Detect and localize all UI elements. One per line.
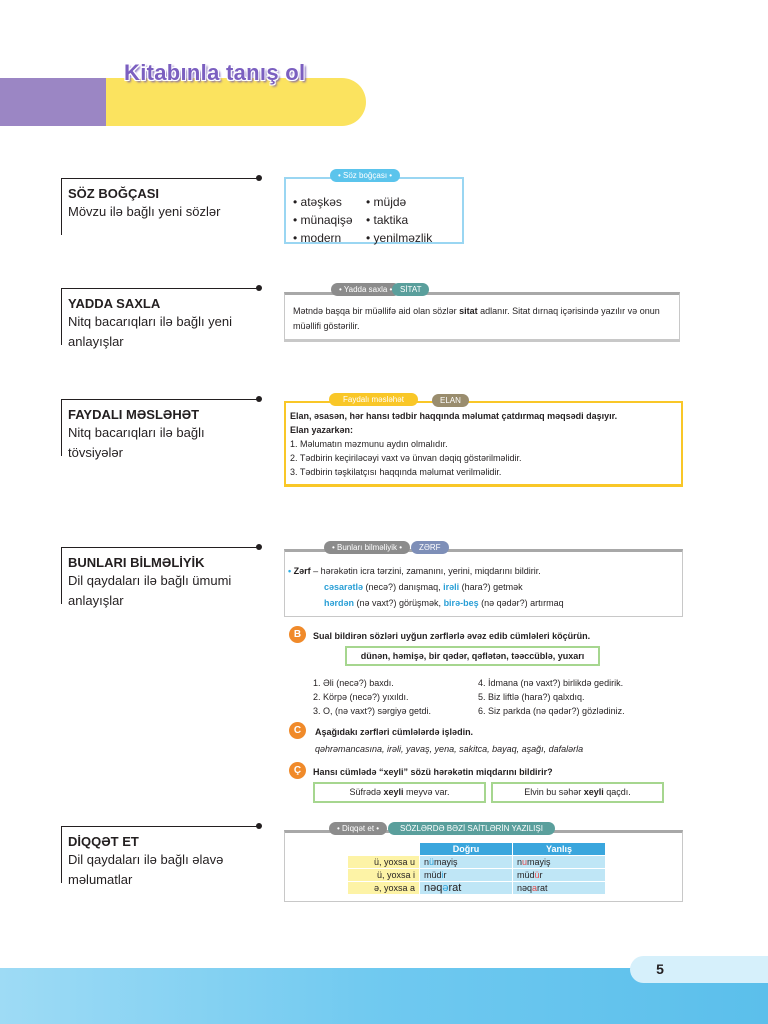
rule-label: ü, yoxsa u <box>348 856 420 869</box>
faydali-meslehet-box <box>284 401 683 487</box>
table-header-row <box>348 843 606 856</box>
exercise-b-left-list <box>313 676 431 718</box>
exercise-sentence: 2. Körpə (necə?) yıxıldı. <box>313 692 409 702</box>
word-item: • münaqişə <box>293 213 353 227</box>
rule-label: ə, yoxsa a <box>348 882 420 895</box>
section-title: DİQQƏT ET <box>68 834 139 849</box>
elan-line1: Elan, əsasən, hər hansı tədbir haqqında məlumat çatdırmaq məqsədi daşıyır. <box>290 411 618 421</box>
elan-text <box>290 409 680 479</box>
exercise-b-right-list <box>478 676 625 718</box>
elan-line4: 2. Tədbirin keçiriləcəyi vaxt və ünvan dəqiq göstərilməlidir. <box>290 453 522 463</box>
correct-word: nümayiş <box>420 856 513 869</box>
page-number: 5 <box>656 961 664 977</box>
section-desc: Mövzu ilə bağlı yeni sözlər <box>68 204 221 219</box>
exercise-c-badge: C <box>289 722 306 739</box>
section-faydali-meslehet <box>61 399 261 460</box>
word-item: • modern <box>293 231 342 245</box>
soz-bogcasi-box <box>284 177 464 244</box>
exercise-sentence: 1. Əli (necə?) baxdı. <box>313 678 394 688</box>
page-title: Kitabınla tanış ol <box>124 60 306 85</box>
faydali-meslehet-tag: Faydalı məsləhət <box>329 393 418 406</box>
exercise-c-words: qəhrəmancasına, irəli, yavaş, yena, sakitca, bayaq, aşağı, dafalərla <box>315 744 584 754</box>
section-soz-bogcasi <box>61 178 261 235</box>
exercise-cc-option-2[interactable]: Elvin bu səhər xeyli qaçdı. <box>491 782 664 803</box>
zerf-definition: • Zərf – hərəkətin icra tərzini, zamanını, yerini, miqdarını bildirir. cəsarətlə (necə?) danışmaq, irəli (hara?) getmək hərdən (nə vaxt?) görüşmək, birə-beş (nə qədər?) artırmaq <box>288 566 564 608</box>
sitat-tag: SİTAT <box>392 283 429 296</box>
elan-line2: Elan yazarkən: <box>290 425 354 435</box>
word-item: • yenilməzlik <box>366 231 433 245</box>
word-item: • taktika <box>366 213 409 227</box>
exercise-sentence: 6. Siz parkda (nə qədər?) gözlədiniz. <box>478 706 625 716</box>
exercise-b-title: Sual bildirən sözləri uyğun zərflərlə əvəz edib cümləleri köçürün. <box>313 631 591 641</box>
exercise-sentence: 3. O, (nə vaxt?) sərgiyə getdi. <box>313 706 432 716</box>
saitler-tag: SÖZLƏRDƏ BƏZİ SAİTLƏRİN YAZILIŞI <box>388 822 555 835</box>
section-desc-line2: tövsiyələr <box>68 445 123 460</box>
exercise-sentence: 4. İdmana (nə vaxt?) birlikdə gedirik. <box>478 678 624 688</box>
elan-tag: ELAN <box>432 394 469 407</box>
exercise-c-title: Aşağıdakı zərfləri cümlələrdə işlədin. <box>315 727 474 737</box>
section-bunlari-bilmeliyik <box>61 547 261 608</box>
soz-bogcasi-tag: • Söz boğçası • <box>330 169 400 182</box>
section-title: YADDA SAXLA <box>68 296 161 311</box>
yadda-saxla-tag: • Yadda saxla • <box>331 283 400 296</box>
section-desc-line2: anlayışlar <box>68 334 124 349</box>
header-purple-bar <box>0 78 106 126</box>
section-title: FAYDALI MƏSLƏHƏT <box>68 407 200 422</box>
section-desc-line1: Nitq bacarıqları ilə bağlı yeni <box>68 314 233 329</box>
section-diqqet-et <box>61 826 261 887</box>
exercise-cc-option-1[interactable]: Süfrədə xeyli meyvə var. <box>313 782 486 803</box>
section-desc-line2: məlumatlar <box>68 872 133 887</box>
word-column-2 <box>366 193 432 247</box>
correct-word: nəqərat <box>420 882 513 895</box>
table-row <box>348 856 606 869</box>
rule-label: ü, yoxsa i <box>348 869 420 882</box>
section-desc-line1: Dil qaydaları ilə bağlı ümumi <box>68 573 232 588</box>
exercise-b-badge: B <box>289 626 306 643</box>
sitat-definition: Mətndə başqa bir müəllifə aid olan sözlər sitat adlanır. Sitat dırnaq içərisində yazılır və onun müəllifi göstərilir. <box>293 306 660 331</box>
exercise-cc-badge: Ç <box>289 762 306 779</box>
correct-word: müdir <box>420 869 513 882</box>
table-row <box>348 882 606 895</box>
bunlari-bilmeliyik-tag: • Bunları bilməliyik • <box>324 541 410 554</box>
section-desc-line1: Nitq bacarıqları ilə bağlı <box>68 425 205 440</box>
word-item: • atəşkəs <box>293 195 342 209</box>
section-desc-line2: anlayışlar <box>68 593 124 608</box>
exercise-sentence: 5. Biz liftlə (hara?) qalxdıq. <box>478 692 585 702</box>
diqqet-et-tag: • Diqqət et • <box>329 822 387 835</box>
exercise-cc-title: Hansı cümlədə “xeyli” sözü hərəkətin miqdarını bildirir? <box>313 767 553 777</box>
word-item: • müjdə <box>366 195 407 209</box>
section-yadda-saxla <box>61 288 261 349</box>
wrong-word: nəqarat <box>513 882 606 895</box>
elan-line3: 1. Məlumatın məzmunu aydın olmalıdır. <box>290 439 448 449</box>
header-correct: Doğru <box>420 843 513 856</box>
bunlari-bilmeliyik-box <box>284 549 683 617</box>
yadda-saxla-box <box>284 292 680 342</box>
spelling-table <box>347 842 606 895</box>
elan-line5: 3. Tədbirin təşkilatçısı haqqında məlumat verilməlidir. <box>290 467 502 477</box>
wrong-word: numayiş <box>513 856 606 869</box>
zerf-tag: ZƏRF <box>411 541 449 554</box>
table-row <box>348 869 606 882</box>
section-title: SÖZ BOĞÇASI <box>68 186 160 201</box>
word-column-1 <box>293 193 353 247</box>
exercise-b-word-bank: dünən, həmişə, bir qədər, qəflətən, təəccüblə, yuxarı <box>345 646 600 666</box>
wrong-word: müdür <box>513 869 606 882</box>
header-wrong: Yanlış <box>513 843 606 856</box>
section-title: BUNLARI BİLMƏLİYİK <box>68 555 205 570</box>
section-desc-line1: Dil qaydaları ilə bağlı əlavə <box>68 852 224 867</box>
